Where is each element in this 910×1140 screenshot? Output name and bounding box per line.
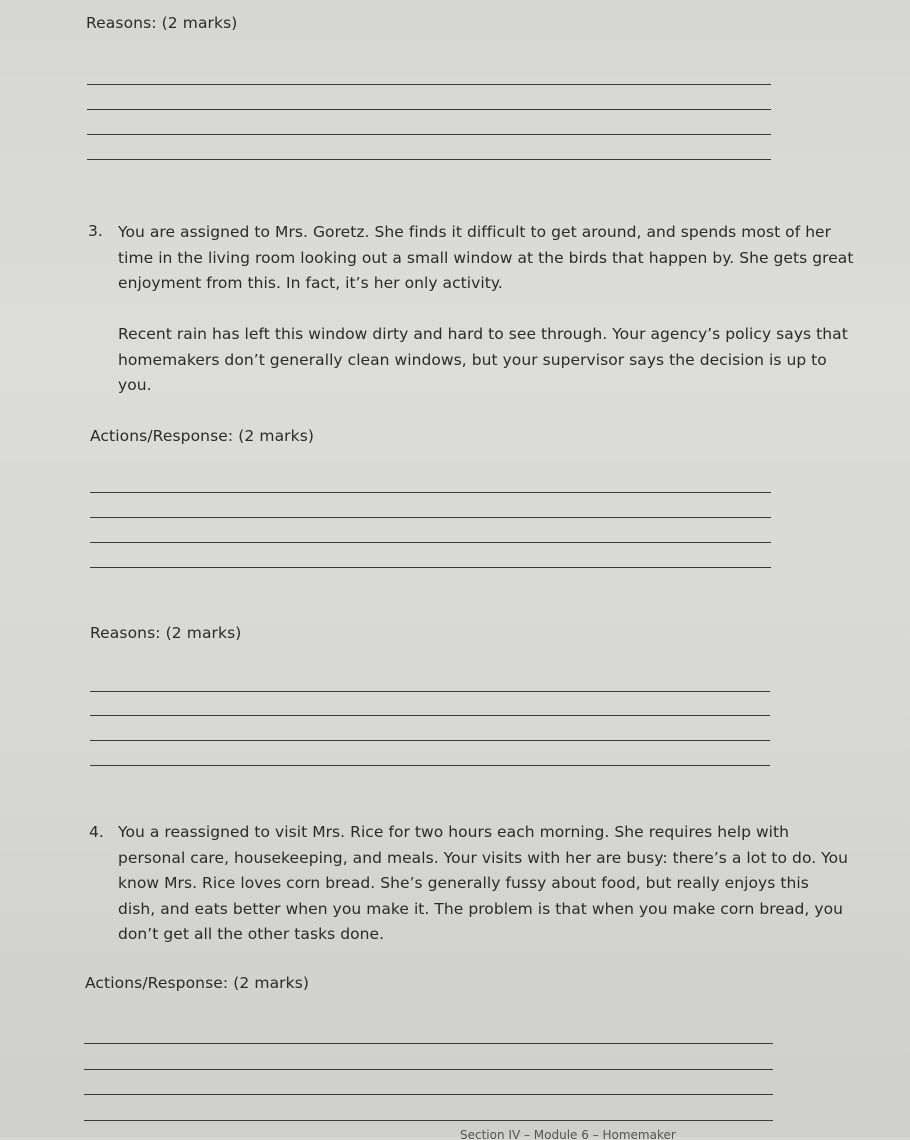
answer-line bbox=[87, 84, 771, 85]
answer-line bbox=[84, 1043, 773, 1044]
answer-line bbox=[90, 542, 771, 543]
actions-label-q4: Actions/Response: (2 marks) bbox=[85, 974, 310, 992]
question-3-paragraph-1: You are assigned to Mrs. Goretz. She finds it difficult to get around, and spends most of her time in the living room looking out a small window at the birds that happen by. She gets great enjoyment from this. In fact, it’s her only activity. bbox=[118, 223, 854, 292]
reasons-label-q3: Reasons: (2 marks) bbox=[90, 624, 242, 642]
answer-line bbox=[84, 1094, 773, 1095]
answer-line bbox=[90, 765, 770, 766]
answer-line bbox=[87, 109, 771, 110]
reasons-label-top: Reasons: (2 marks) bbox=[86, 14, 238, 32]
question-4-number: 4. bbox=[89, 823, 104, 841]
question-3-paragraph-2: Recent rain has left this window dirty and hard to see through. Your agency’s policy says that homemakers don’t generally clean windows, but your supervisor says the decision is up to you. bbox=[118, 325, 848, 394]
answer-line bbox=[90, 517, 771, 518]
actions-label-q3: Actions/Response: (2 marks) bbox=[90, 427, 315, 445]
answer-line bbox=[87, 159, 771, 160]
answer-line bbox=[90, 691, 770, 692]
answer-line bbox=[90, 492, 771, 493]
answer-line bbox=[84, 1120, 773, 1121]
answer-line bbox=[90, 740, 770, 741]
answer-line bbox=[84, 1069, 773, 1070]
answer-line bbox=[87, 134, 771, 135]
answer-line bbox=[90, 715, 770, 716]
question-4-paragraph-1: You a reassigned to visit Mrs. Rice for two hours each morning. She requires help with personal care, housekeeping, and meals. Your visits with her are busy: there’s a lot to do. You know Mrs. Rice loves corn bread. She’s generally fussy about food, but really enjoys this dish, and eats better when you make it. The problem is that when you make corn bread, you don’t get all the other tasks done. bbox=[118, 823, 849, 943]
page-footer: Section IV – Module 6 – Homemaker bbox=[460, 1128, 676, 1140]
question-3-number: 3. bbox=[88, 222, 103, 240]
answer-line bbox=[90, 567, 771, 568]
